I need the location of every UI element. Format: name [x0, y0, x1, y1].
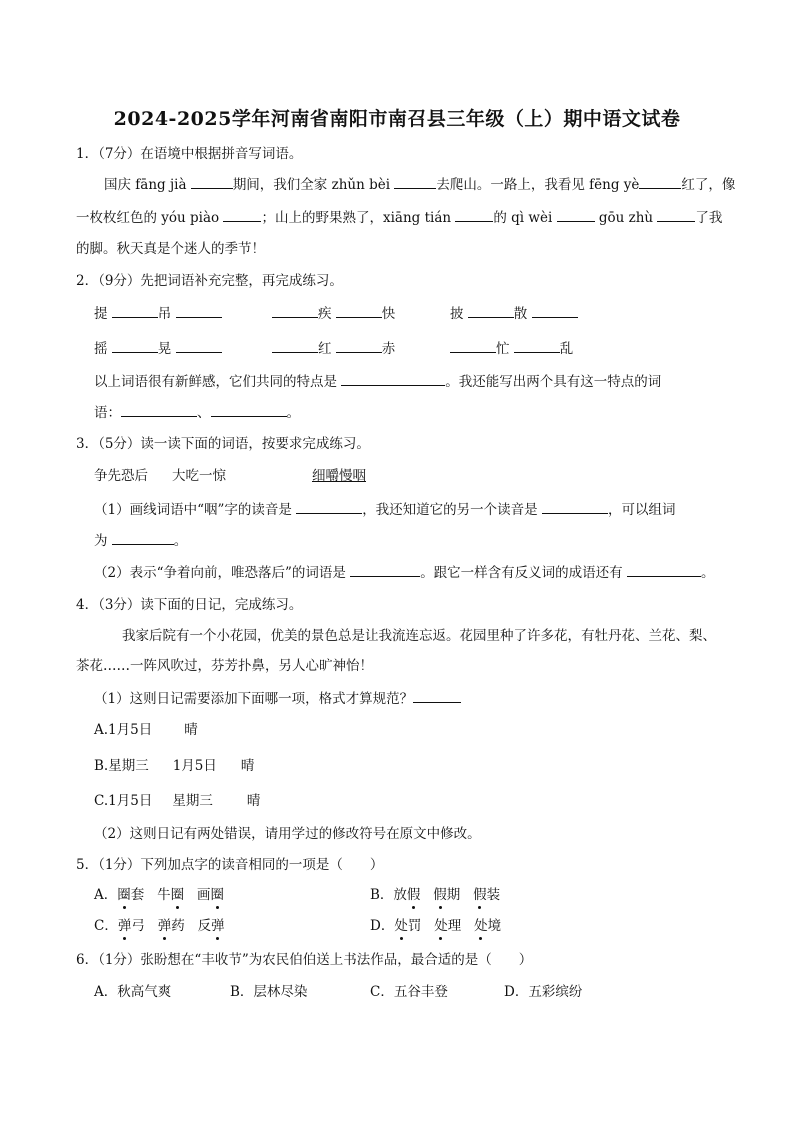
answer-blank[interactable] [112, 340, 158, 353]
q3-word-2: 大吃一惊 [172, 468, 226, 484]
answer-blank[interactable] [455, 209, 493, 222]
answer-blank[interactable] [557, 209, 595, 222]
q2-heading: 2．（9分）先把词语补充完整，再完成练习。 [76, 273, 343, 289]
answer-blank[interactable] [336, 340, 382, 353]
q4-heading: 4．（3分）读下面的日记，完成练习。 [76, 597, 303, 613]
q1-l1-b: 期间，我们全家 zhǔn bèi [232, 177, 395, 193]
answer-blank[interactable] [450, 340, 496, 353]
q1-l2-c: 的 qì wèi [493, 210, 557, 226]
answer-blank[interactable] [176, 340, 222, 353]
q1-heading: 1．（7分）在语境中根据拼音写词语。 [76, 146, 303, 162]
answer-blank[interactable] [542, 501, 608, 514]
q2-word-4: 摇 晃 [94, 340, 222, 357]
q1-line1 [104, 176, 735, 193]
q4-sub2: （2）这则日记有两处错误，请用学过的修改符号在原文中修改。 [94, 826, 481, 842]
q2-paragraph-2: 语： 、 。 [94, 405, 300, 421]
q6-option-b[interactable]: B．层林尽染 [230, 984, 308, 1000]
answer-blank[interactable] [176, 305, 222, 318]
q1-l1-d: 红了，像 [681, 177, 736, 193]
page-title: 2024-2025学年河南省南阳市南召县三年级（上）期中语文试卷 [113, 108, 681, 130]
answer-blank[interactable] [336, 305, 382, 318]
q6-option-d[interactable]: D．五彩缤纷 [504, 984, 583, 1000]
q5-option-d[interactable]: D．处罚 处理 处境 [370, 918, 502, 934]
answer-blank[interactable] [223, 209, 261, 222]
q4-option-b: B.星期三 1月5日 晴 [94, 758, 255, 774]
q1-l1-a: 国庆 fāng jià [104, 177, 191, 193]
q6-option-c[interactable]: C．五谷丰登 [370, 984, 448, 1000]
q3-word-underlined: 细嚼慢咽 [312, 468, 366, 484]
answer-blank[interactable] [191, 176, 233, 189]
q5-option-b[interactable]: B．放假 假期 假装 [370, 887, 501, 903]
answer-blank[interactable] [514, 340, 560, 353]
q1-line3: 的脚。秋天真是个迷人的季节！ [76, 241, 265, 257]
q1-l2-a: 一枚枚红色的 yóu piào [76, 210, 224, 226]
q6-heading: 6．（1分）张盼想在“丰收节”为农民伯伯送上书法作品，最合适的是（ ） [76, 952, 533, 968]
q4-option-c: C.1月5日 星期三 晴 [94, 793, 261, 809]
q3-heading: 3．（5分）读一读下面的词语，按要求完成练习。 [76, 436, 370, 452]
q3-sub1: （1）画线词语中“咽”字的读音是 ，我还知道它的另一个读音是 ，可以组词 [94, 502, 676, 518]
answer-blank[interactable] [394, 176, 436, 189]
answer-blank[interactable] [639, 176, 681, 189]
answer-blank[interactable] [112, 305, 158, 318]
q2-word-1: 提 吊 [94, 305, 222, 322]
q2-word-6: 忙 乱 [450, 340, 573, 357]
answer-blank[interactable] [112, 532, 174, 545]
q2-paragraph-1: 以上词语很有新鲜感，它们共同的特点是 。我还能写出两个具有这一特点的词 [94, 374, 662, 390]
q6-option-a[interactable]: A．秋高气爽 [94, 984, 172, 1000]
q1-l1-c: 去爬山。一路上，我看见 fēng yè [436, 177, 640, 193]
answer-blank[interactable] [657, 209, 695, 222]
q4-option-a: A.1月5日 晴 [94, 722, 198, 738]
q2-word-5: 红 赤 [272, 340, 395, 357]
answer-blank[interactable] [272, 340, 318, 353]
q2-word-3: 披 散 [450, 305, 578, 322]
answer-blank[interactable] [341, 373, 445, 386]
answer-blank[interactable] [211, 404, 287, 417]
answer-blank[interactable] [532, 305, 578, 318]
answer-blank[interactable] [468, 305, 514, 318]
answer-blank[interactable] [350, 564, 420, 577]
answer-blank[interactable] [627, 564, 701, 577]
answer-blank[interactable] [296, 501, 362, 514]
q1-l2-e: 了我 [695, 210, 723, 226]
q5-heading: 5．（1分）下列加点字的读音相同的一项是（ ） [76, 857, 384, 873]
q3-sub1-cont: 为 。 [94, 533, 188, 549]
q1-l2-b: ；山上的野果熟了，xiāng tián [261, 210, 456, 226]
q5-option-a[interactable]: A．圈套 牛圈 画圈 [94, 887, 224, 903]
q3-word-1: 争先恐后 [94, 468, 148, 484]
q1-l2-d: gōu zhù [594, 210, 658, 226]
q1-line2 [76, 209, 722, 226]
q4-diary-line2: 茶花……一阵风吹过，芬芳扑鼻，另人心旷神怡！ [76, 658, 373, 674]
answer-blank[interactable] [121, 404, 197, 417]
q2-word-2: 疾 快 [272, 305, 395, 322]
q4-diary-line1: 我家后院有一个小花园，优美的景色总是让我流连忘返。花园里种了许多花，有牡丹花、兰花、梨、 [122, 628, 716, 644]
answer-blank[interactable] [272, 305, 318, 318]
q3-sub2: （2）表示“争着向前，唯恐落后”的词语是 。跟它一样含有反义词的成语还有 。 [94, 565, 715, 581]
q5-option-c[interactable]: C．弹弓 弹药 反弹 [94, 918, 225, 934]
answer-blank[interactable] [413, 690, 461, 703]
q4-sub1: （1）这则日记需要添加下面哪一项，格式才算规范？ [94, 690, 461, 707]
